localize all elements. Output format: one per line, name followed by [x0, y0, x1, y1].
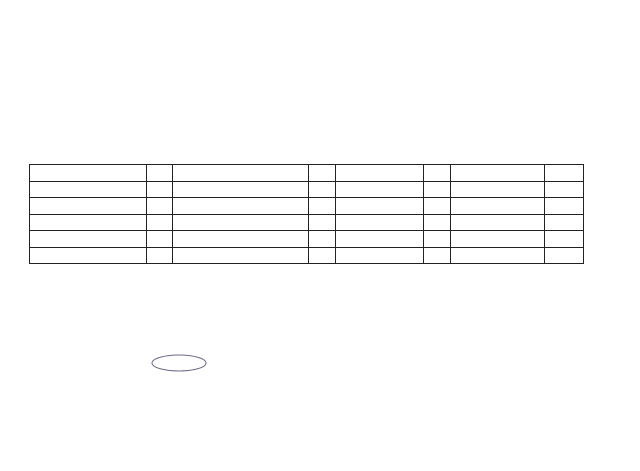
count-cell — [309, 231, 336, 248]
species-cell — [172, 214, 309, 231]
species-cell — [172, 165, 309, 182]
species-cell — [30, 165, 147, 182]
count-cell — [146, 198, 172, 215]
species-cell — [30, 181, 147, 198]
count-cell — [309, 247, 336, 264]
count-cell — [424, 214, 451, 231]
species-cell — [336, 247, 424, 264]
count-cell — [424, 247, 451, 264]
species-cell — [30, 198, 147, 215]
species-cell — [451, 247, 545, 264]
species-cell — [336, 165, 424, 182]
species-cell — [336, 198, 424, 215]
count-cell — [146, 165, 172, 182]
table-row — [30, 198, 584, 215]
species-cell — [30, 231, 147, 248]
species-cell — [451, 181, 545, 198]
table-row — [30, 247, 584, 264]
hoehlenbrueter-table — [29, 164, 584, 264]
species-cell — [336, 214, 424, 231]
species-cell — [172, 198, 309, 215]
count-cell — [424, 231, 451, 248]
count-cell — [309, 181, 336, 198]
species-cell — [336, 231, 424, 248]
count-cell — [146, 181, 172, 198]
count-cell — [424, 198, 451, 215]
species-cell — [336, 181, 424, 198]
count-cell — [309, 214, 336, 231]
count-cell — [146, 247, 172, 264]
species-cell — [451, 165, 545, 182]
count-cell — [545, 181, 584, 198]
table-row — [30, 165, 584, 182]
count-cell — [424, 181, 451, 198]
species-cell — [451, 231, 545, 248]
count-cell — [146, 231, 172, 248]
count-cell — [545, 198, 584, 215]
species-cell — [172, 181, 309, 198]
table-row — [30, 181, 584, 198]
species-cell — [451, 198, 545, 215]
species-cell — [172, 231, 309, 248]
species-cell — [451, 214, 545, 231]
count-cell — [545, 231, 584, 248]
species-cell — [30, 214, 147, 231]
count-cell — [545, 214, 584, 231]
count-cell — [424, 165, 451, 182]
species-cell — [172, 247, 309, 264]
count-cell — [545, 247, 584, 264]
table-row — [30, 231, 584, 248]
count-cell — [309, 165, 336, 182]
count-cell — [545, 165, 584, 182]
count-cell — [146, 214, 172, 231]
count-cell — [309, 198, 336, 215]
table-row — [30, 214, 584, 231]
pencil-circle-mark — [150, 352, 210, 374]
species-cell — [30, 247, 147, 264]
